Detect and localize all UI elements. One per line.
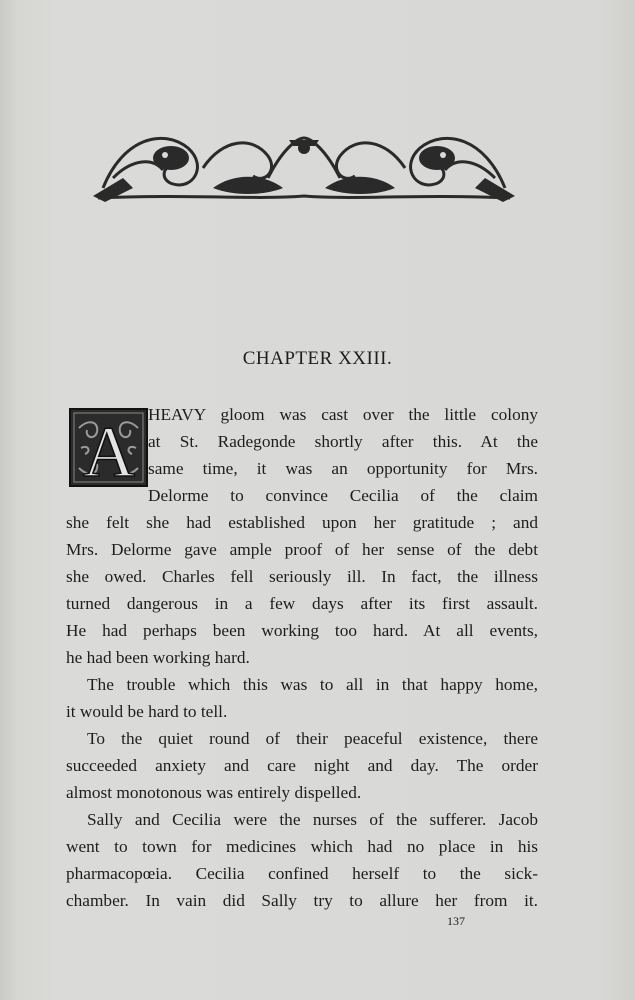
text-line: succeeded anxiety and care night and day. The order [66, 756, 538, 775]
text-line: He had perhaps been working too hard. At all events, [66, 621, 538, 640]
page-number: 137 [447, 914, 465, 928]
text-line: To the quiet round of their peaceful existence, there [87, 729, 538, 748]
ornamental-headpiece [93, 118, 515, 204]
text-line: went to town for medicines which had no place in his [66, 837, 538, 856]
chapter-title: CHAPTER XXIII. [242, 348, 393, 369]
text-line: he had been working hard. [66, 648, 250, 667]
text-line: she owed. Charles fell seriously ill. In fact, the illness [66, 567, 538, 586]
text-line: Sally and Cecilia were the nurses of the sufferer. Jacob [87, 810, 538, 829]
text-line: Mrs. Delorme gave ample proof of her sense of the debt [66, 540, 538, 559]
text-line: The trouble which this was to all in that happy home, [87, 675, 538, 694]
text-line: Delorme to convince Cecilia of the claim [148, 486, 538, 505]
text-line: turned dangerous in a few days after its first assault. [66, 594, 538, 613]
text-line: same time, it was an opportunity for Mrs. [148, 459, 538, 478]
drop-cap-letter: A [83, 412, 135, 487]
text-line: at St. Radegonde shortly after this. At the [148, 432, 538, 451]
body-text [66, 401, 538, 914]
text-line: pharmacopœia. Cecilia confined herself to the sick- [66, 864, 538, 883]
text-line: almost monotonous was entirely dispelled. [66, 783, 362, 802]
text-line: it would be hard to tell. [66, 702, 228, 721]
text-line: she felt she had established upon her gratitude ; and [66, 513, 538, 532]
text-line: HEAVY gloom was cast over the little colony [148, 405, 538, 424]
text-line: chamber. In vain did Sally try to allure her from it. [66, 891, 538, 910]
